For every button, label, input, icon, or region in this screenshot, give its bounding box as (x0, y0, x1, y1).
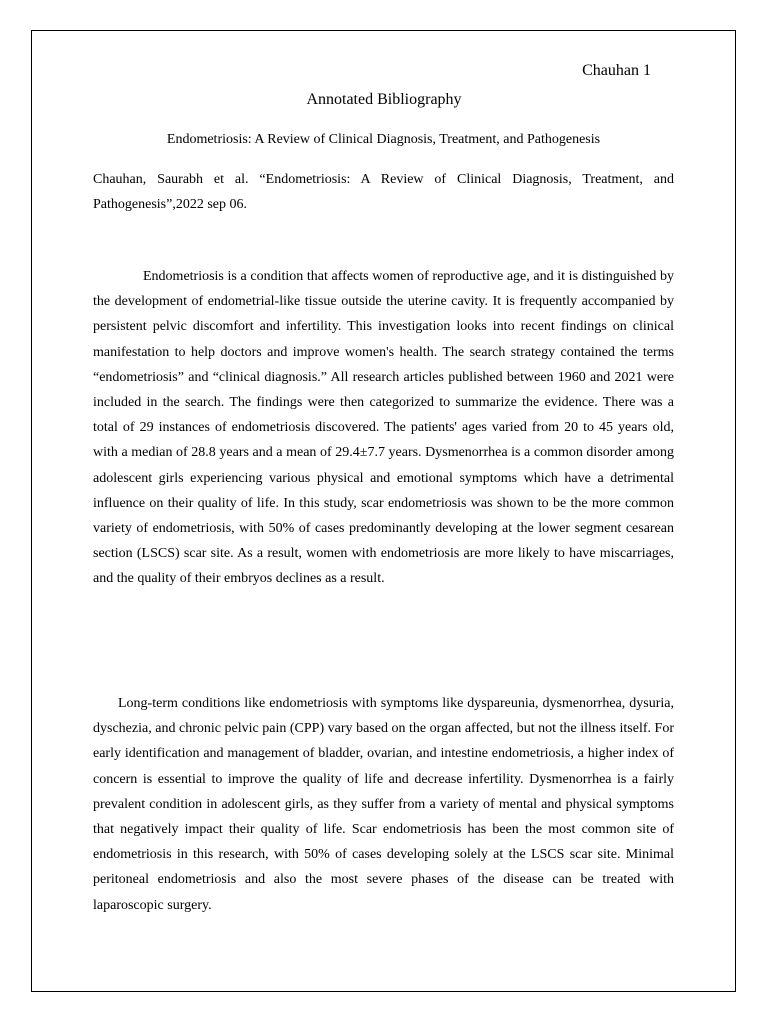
article-title: Endometriosis: A Review of Clinical Diagnosis, Treatment, and Pathogenesis (166, 132, 601, 147)
running-head: Chauhan 1 (582, 62, 651, 79)
annotation-paragraph-2: Long-term conditions like endometriosis with symptoms like dyspareunia, dysmenorrhea, dysuria, dyschezia, and chronic pelvic pain (CPP) vary based on the organ affected, but not the illness itself. For early identification and management of bladder, ovarian, and intestine endometriosis, a higher index of concern is essential to improve the quality of life and decrease infertility. Dysmenorrhea is a fairly prevalent condition in adolescent girls, as they suffer from a variety of mental and physical symptoms that negatively impact their quality of life. Scar endometriosis has been the most common site of endometriosis in this research, with 50% of cases developing solely at the LSCS scar site. Minimal peritoneal endometriosis and also the most severe phases of the disease can be treated with laparoscopic surgery. (93, 696, 674, 913)
annotation-paragraph-1: Endometriosis is a condition that affects women of reproductive age, and it is distinguished by the development of endometrial-like tissue outside the uterine cavity. It is frequently accompanied by persistent pelvic discomfort and infertility. This investigation looks into recent findings on clinical manifestation to help doctors and improve women's health. The search strategy contained the terms “endometriosis” and “clinical diagnosis.” All research articles published between 1960 and 2021 were included in the search. The findings were then categorized to summarize the evidence. There was a total of 29 instances of endometriosis discovered. The patients' ages varied from 20 to 45 years old, with a median of 28.8 years and a mean of 29.4±7.7 years. Dysmenorrhea is a common disorder among adolescent girls experiencing various physical and emotional symptoms which have a detrimental influence on their quality of life. In this study, scar endometriosis was shown to be the more common variety of endometriosis, with 50% of cases predominantly developing at the lower segment cesarean section (LSCS) scar site. As a result, women with endometriosis are more likely to have miscarriages, and the quality of their embryos declines as a result. (93, 269, 674, 587)
citation: Chauhan, Saurabh et al. “Endometriosis: A Review of Clinical Diagnosis, Treatment, and Pathogenesis”,2022 sep 06. (93, 172, 674, 212)
document-title: Annotated Bibliography (306, 91, 462, 108)
